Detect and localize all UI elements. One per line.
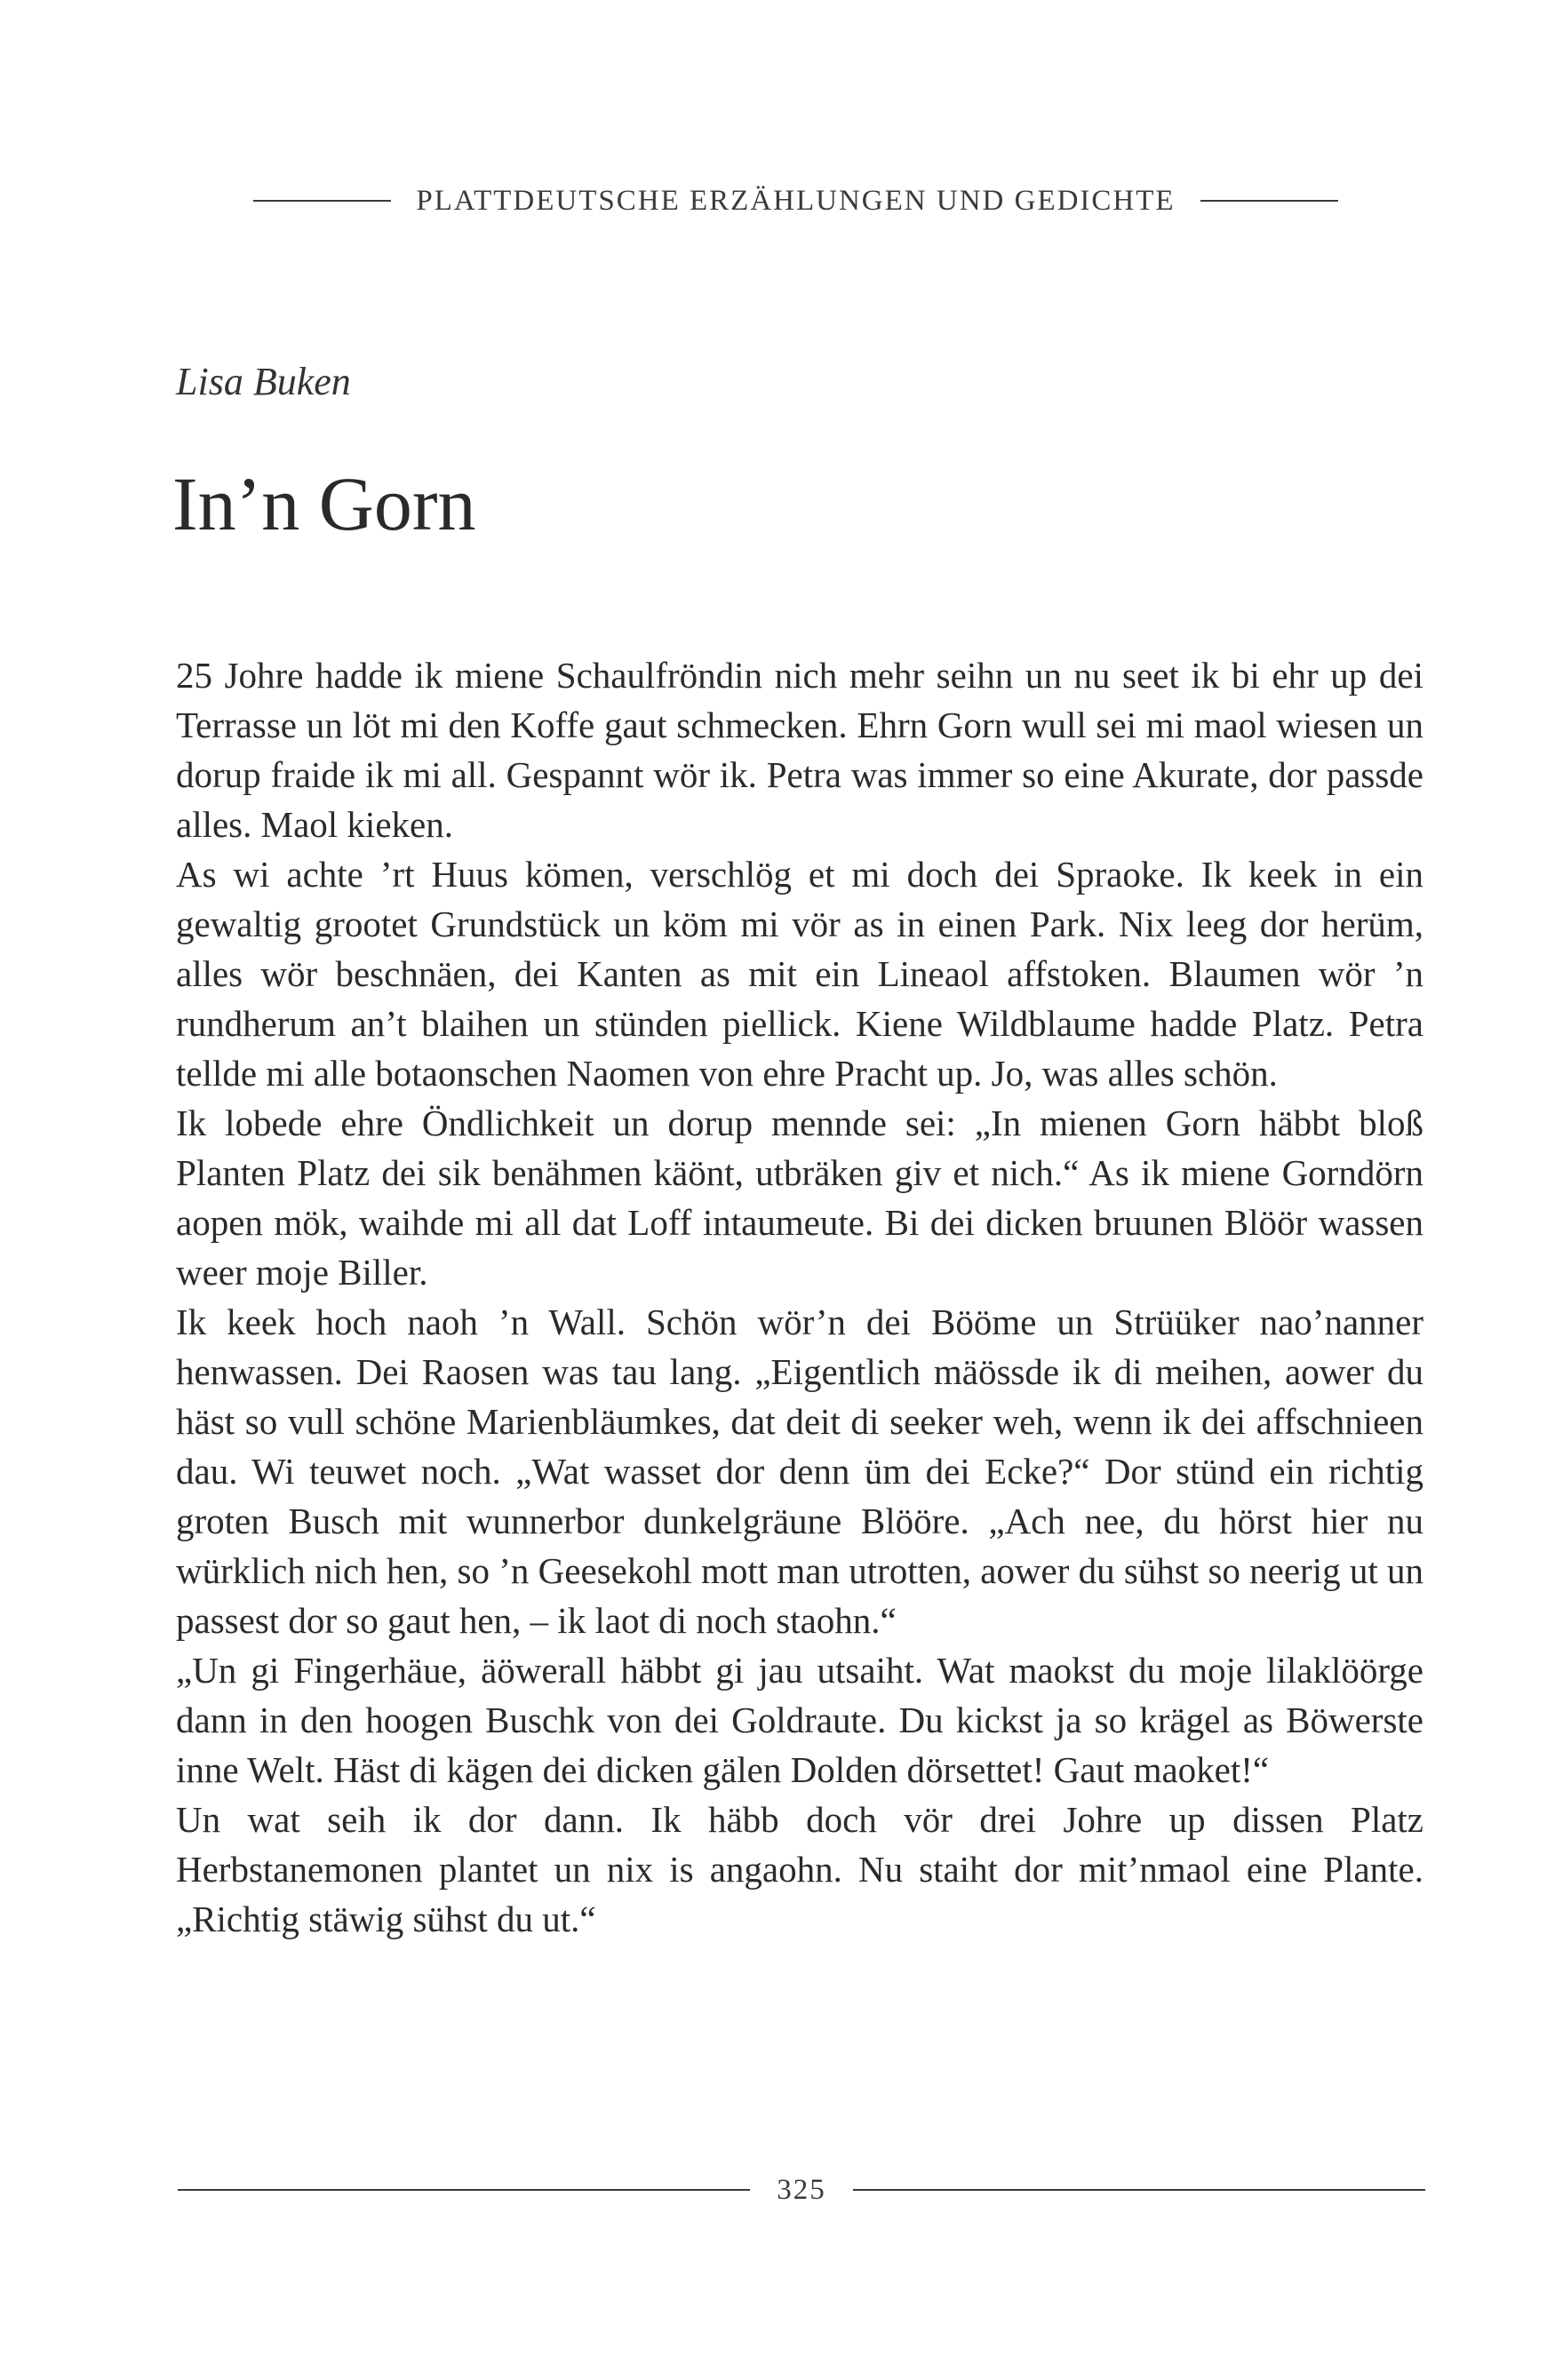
paragraph: As wi achte ’rt Huus kömen, verschlög et mi doch dei Spraoke. Ik keek in ein gewaltig grootet Grundstück un köm mi vör as in einen Park. Nix leeg dor herüm, alles wör beschnäen, dei Kanten as mit ein Lineaol affstoken. Blaumen wör ’n rundherum an’t blaihen un stünden piellick. Kiene Wildblaume hadde Platz. Petra tellde mi alle botaonschen Naomen von ehre Pracht up. Jo, was alles schön.	[176, 854, 1423, 1094]
footer-rule-right	[853, 2189, 1425, 2191]
author-name: Lisa Buken	[176, 360, 351, 403]
story-body	[176, 650, 1423, 1944]
paragraph: Ik lobede ehre Öndlichkeit un dorup mennde sei: „In mienen Gorn häbbt bloß Planten Platz dei sik benähmen käönt, utbräken giv et nich.“ As ik miene Gorndörn aopen mök, waihde mi all dat Loff intaumeute. Bi dei dicken bruunen Blöör wassen weer moje Biller.	[176, 1102, 1423, 1293]
story-title: In’n Gorn	[172, 461, 476, 546]
paragraph: Un wat seih ik dor dann. Ik häbb doch vör drei Johre up dissen Platz Herbstanemonen plantet un nix is angaohn. Nu staiht dor mit’nmaol eine Plante. „Richtig stäwig sühst du ut.“	[176, 1799, 1423, 1939]
header-rule-right	[1200, 200, 1338, 202]
page-number: 325	[777, 2173, 826, 2206]
page-footer	[178, 2168, 1425, 2212]
paragraph: Ik keek hoch naoh ’n Wall. Schön wör’n dei Bööme un Strüüker nao’nanner henwassen. Dei Raosen was tau lang. „Eigentlich mäössde ik di meihen, aower du häst so vull schöne Marienbläumkes, dat deit di seeker weh, wenn ik dei affschnieen dau. Wi teuwet noch. „Wat wasset dor denn üm dei Ecke?“ Dor stünd ein richtig groten Busch mit wunnerbor dunkelgräune Blööre. „Ach nee, du hörst hier nu würklich nich hen, so ’n Geesekohl mott man utrotten, aower du sühst so neerig ut un passest dor so gaut hen, – ik laot di noch staohn.“	[176, 1301, 1423, 1641]
header-rule-left	[253, 200, 391, 202]
running-title: PLATTDEUTSCHE ERZÄHLUNGEN UND GEDICHTE	[416, 184, 1176, 217]
paragraph: „Un gi Fingerhäue, äöwerall häbbt gi jau utsaiht. Wat maokst du moje lilaklöörge dann in den hoogen Buschk von dei Goldraute. Du kickst ja so krägel as Böwerste inne Welt. Häst di kägen dei dicken gälen Dolden dörsettet! Gaut maoket!“	[176, 1650, 1423, 1790]
running-header	[169, 174, 1423, 227]
paragraph: 25 Johre hadde ik miene Schaulfröndin nich mehr seihn un nu seet ik bi ehr up dei Terrasse un löt mi den Koffe gaut schmecken. Ehrn Gorn wull sei mi maol wiesen un dorup fraide ik mi all. Gespannt wör ik. Petra was immer so eine Akurate, dor passde alles. Maol kieken.	[176, 655, 1423, 845]
footer-rule-left	[178, 2189, 750, 2191]
